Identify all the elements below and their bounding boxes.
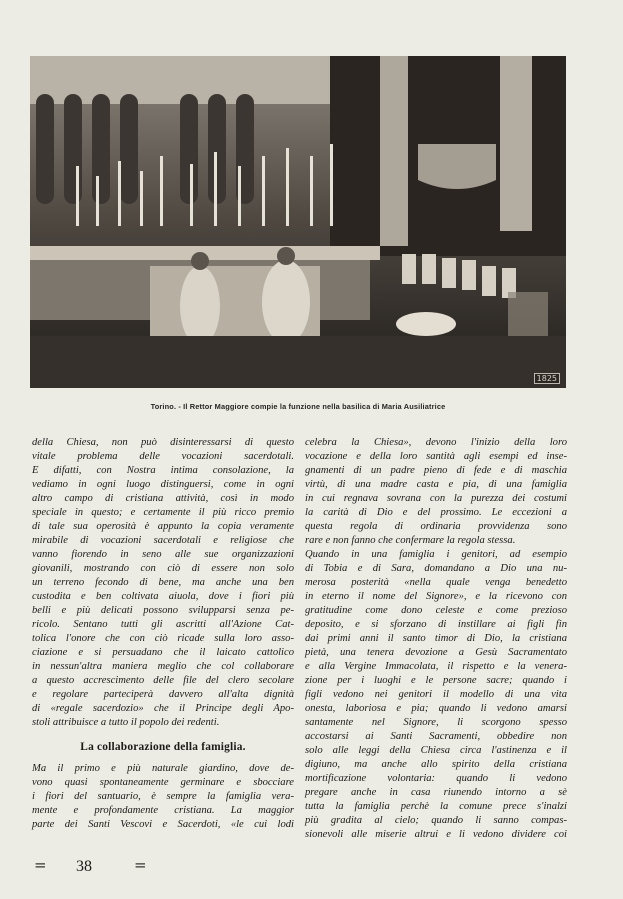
text-line: e alla Vergine Immacolata, il rispetto e la venera- <box>305 661 567 672</box>
photo-credit-mark: 1825 <box>534 373 560 384</box>
text-line: deposito, e si sforzano di instillare ai figli fin <box>305 619 567 630</box>
text-line: custodita e ben coltivata aiuola, dove i fiori più <box>32 591 294 602</box>
text-line: in nessun'altra maniera meglio che col collaborare <box>32 661 294 672</box>
text-line: vocazione e della loro santità agli esempi ed inse- <box>305 451 567 462</box>
text-line: mirabile di vocazioni sacerdotali e religiose che <box>32 535 294 546</box>
text-line: di tale sua operosità è appunto la copia veramente <box>32 521 294 532</box>
text-line: della Chiesa, non può disinteressarsi di questo <box>32 437 294 448</box>
text-line: giovanili, mostrando con ciò di essere non solo <box>32 563 294 574</box>
left-column <box>32 436 294 832</box>
text-line: Quando in una famiglia i genitori, ad esempio <box>305 549 567 560</box>
text-line: e regolare parteciperà davvero all'alta dignità <box>32 689 294 700</box>
text-line: più gradita al cielo; quando li sanno compas- <box>305 815 567 826</box>
text-line: belli e più delicati possono svilupparsi senza pe- <box>32 605 294 616</box>
text-line: stoli attribuisce a tutto il popolo dei redenti. <box>32 717 220 728</box>
text-line: dai primi anni il santo timor di Dio, la cristiana <box>305 633 567 644</box>
text-line: di Tobia e di Sara, domandano a Dio una nu- <box>305 563 567 574</box>
photo-caption: Torino. - Il Rettor Maggiore compie la funzione nella basilica di Maria Ausiliatrice <box>150 402 446 411</box>
text-line: ricolo. Sentano tutti gli ascritti all'Azione Cat- <box>32 619 294 630</box>
text-line: sionevoli alle miserie altrui e li vedono dividere coi <box>305 829 567 840</box>
text-line: tutta la famiglia perchè la comune prece s'inalzi <box>305 801 567 812</box>
text-line: la carità di Dio e del prossimo. Le eccezioni a <box>305 507 567 518</box>
text-line: vitale problema delle vocazioni sacerdotali. <box>32 451 294 462</box>
text-line: accostarsi ai Santi Sacramenti, obbedire non <box>305 731 567 742</box>
footer-right-mark: = <box>134 856 147 874</box>
text-line: merosa posterità «nella quale venga benedetto <box>305 577 567 588</box>
text-line: altro campo di cristiana attività, così in modo <box>32 493 294 504</box>
text-line: i fiori del santuario, è sempre la famiglia vera- <box>32 791 294 802</box>
text-line: di «regale sacerdozio» che il Principe degli Apo- <box>32 703 294 714</box>
text-line: rare e non fanno che confermare la regola stessa. <box>305 535 516 546</box>
section-heading: La collaborazione della famiglia. <box>80 741 246 753</box>
text-line: celebra la Chiesa», devono l'inizio della loro <box>305 437 567 448</box>
text-line: zione per i luoghi e le persone sacre; quando i <box>305 675 567 686</box>
photo-illustration <box>30 56 566 388</box>
text-line: questa regola di ordinaria provvidenza sono <box>305 521 567 532</box>
text-line: in eterno il nome del Signore», e la ricevono con <box>305 591 567 602</box>
text-line: vono quasi spontaneamente germinare e sbocciare <box>32 777 294 788</box>
text-line: digiuno, ma anche allo spirito della cristiana <box>305 759 567 770</box>
text-line: vanno fiorendo in seno alle sue organizzazioni <box>32 549 294 560</box>
text-line: ciazione e si persuadano che il laicato cattolico <box>32 647 294 658</box>
text-line: solo alle leggi della Chiesa circa l'astinenza e il <box>305 745 567 756</box>
text-line: mortificazione volontaria: quando li vedono <box>305 773 567 784</box>
text-line: speciale in questo; e certamente il più ricco premio <box>32 507 294 518</box>
text-line: parte dei Santi Vescovi e Sacerdoti, «le cui lodi <box>32 819 294 830</box>
right-column <box>305 436 567 842</box>
text-line: santamente nel Signore, li scorgono spesso <box>305 717 567 728</box>
text-line: gratitudine come dono celeste e come prezioso <box>305 605 567 616</box>
text-line: onesta, laboriosa e pia; quando li vedono amarsi <box>305 703 567 714</box>
footer-left-mark: = <box>34 856 47 874</box>
page-number: 38 <box>76 858 92 875</box>
text-line: in cui regnava sovrana con la purezza dei costumi <box>305 493 567 504</box>
text-line: mente e profondamente cristiana. La maggior <box>32 805 294 816</box>
text-line: gnamenti di un padre pieno di fede e di maschia <box>305 465 567 476</box>
text-line: vediamo in ogni luogo distinguersi, come in ogni <box>32 479 294 490</box>
text-line: Ma il primo e più naturale giardino, dove de- <box>32 763 294 774</box>
paragraph-family <box>32 762 294 832</box>
text-line: E difatti, con Nostra intima consolazione, la <box>32 465 294 476</box>
text-line: figli vedono nei genitori il modello di una vita <box>305 689 567 700</box>
basilica-photograph <box>30 56 566 388</box>
text-line: tolica l'onore che con ciò ricade sulla loro asso- <box>32 633 294 644</box>
text-line: pregare anche in casa riunendo intorno a sè <box>305 787 567 798</box>
text-line: un terreno fecondo di bene, ma anche una ben <box>32 577 294 588</box>
text-line: a questo accrescimento delle file del clero secolare <box>32 675 294 686</box>
text-line: pietà, una tenera devozione a Gesù Sacramentato <box>305 647 567 658</box>
paragraph-vocations <box>32 436 294 730</box>
text-line: virtù, di una madre casta e pia, di una famiglia <box>305 479 567 490</box>
